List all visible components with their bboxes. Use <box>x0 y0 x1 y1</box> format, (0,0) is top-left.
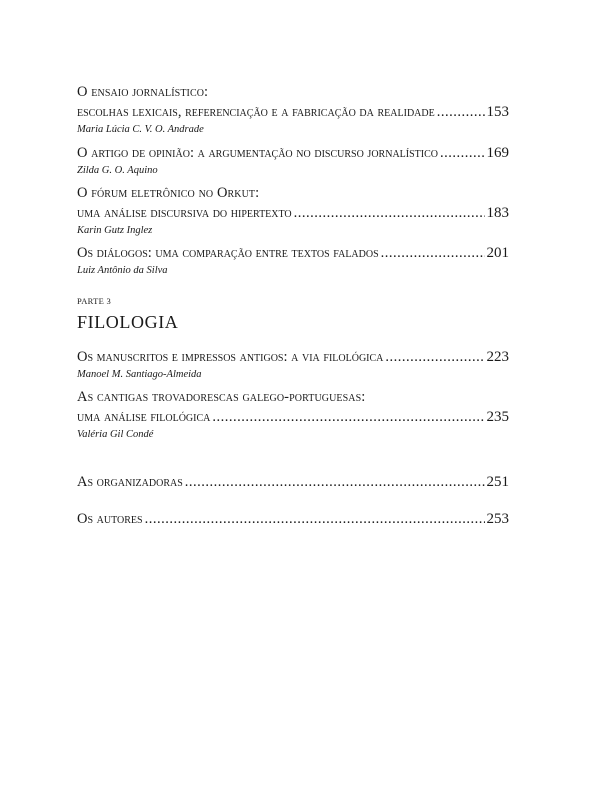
table-of-contents <box>77 0 509 800</box>
part-label: PARTE 3 <box>77 296 112 306</box>
entry-lead-line <box>77 509 509 529</box>
toc-entry[interactable] <box>77 472 509 492</box>
toc-entry[interactable] <box>77 243 509 278</box>
dot-leader <box>440 143 485 163</box>
dot-leader <box>212 407 484 427</box>
entry-title: O artigo de opinião: a argumentação no discurso jornalístico <box>77 145 438 161</box>
dot-leader <box>185 472 485 492</box>
dot-leader <box>385 347 484 367</box>
entry-lead-line <box>77 203 509 223</box>
entry-author: Zilda G. O. Aquino <box>77 165 158 176</box>
page-number: 153 <box>486 104 509 120</box>
toc-entry[interactable] <box>77 347 509 382</box>
entry-title: Os manuscritos e impressos antigos: a via filológica <box>77 349 384 365</box>
entry-lead-line <box>77 407 509 427</box>
dot-leader <box>294 203 485 223</box>
part-title: FILOLOGIA <box>77 312 179 332</box>
dot-leader <box>145 509 485 529</box>
page-number: 253 <box>486 511 509 527</box>
dot-leader <box>437 102 485 122</box>
page-number: 201 <box>486 245 509 261</box>
entry-title: Os autores <box>77 511 143 527</box>
entry-lead-line <box>77 347 509 367</box>
entry-title: As organizadoras <box>77 474 183 490</box>
entry-lead-line <box>77 102 509 122</box>
page-number: 235 <box>486 409 509 425</box>
entry-title: O ensaio jornalístico: <box>77 84 209 100</box>
entry-lead-line <box>77 472 509 492</box>
toc-entry[interactable] <box>77 509 509 529</box>
entry-author: Maria Lúcia C. V. O. Andrade <box>77 124 204 135</box>
entry-title: Os diálogos: uma comparação entre textos falados <box>77 245 379 261</box>
entry-title-end: escolhas lexicais, referenciação e a fabricação da realidade <box>77 104 435 120</box>
toc-entry[interactable] <box>77 143 509 178</box>
entry-author: Manoel M. Santiago-Almeida <box>77 369 202 380</box>
page-number: 223 <box>486 349 509 365</box>
entry-title: O fórum eletrônico no Orkut: <box>77 185 260 201</box>
page-number: 251 <box>486 474 509 490</box>
page-number: 183 <box>486 205 509 221</box>
entry-author: Valéria Gil Condé <box>77 429 154 440</box>
toc-entry[interactable] <box>77 183 509 238</box>
entry-lead-line <box>77 143 509 163</box>
toc-entry[interactable] <box>77 387 509 442</box>
entry-title-end: uma análise discursiva do hipertexto <box>77 205 292 221</box>
page-number: 169 <box>486 145 509 161</box>
dot-leader <box>381 243 485 263</box>
entry-title-end: uma análise filológica <box>77 409 211 425</box>
entry-author: Karin Gutz Inglez <box>77 225 153 236</box>
toc-entry[interactable] <box>77 82 509 137</box>
entry-lead-line <box>77 243 509 263</box>
entry-title: As cantigas trovadorescas galego-portuguesas: <box>77 389 366 405</box>
entry-author: Luiz Antônio da Silva <box>77 265 168 276</box>
